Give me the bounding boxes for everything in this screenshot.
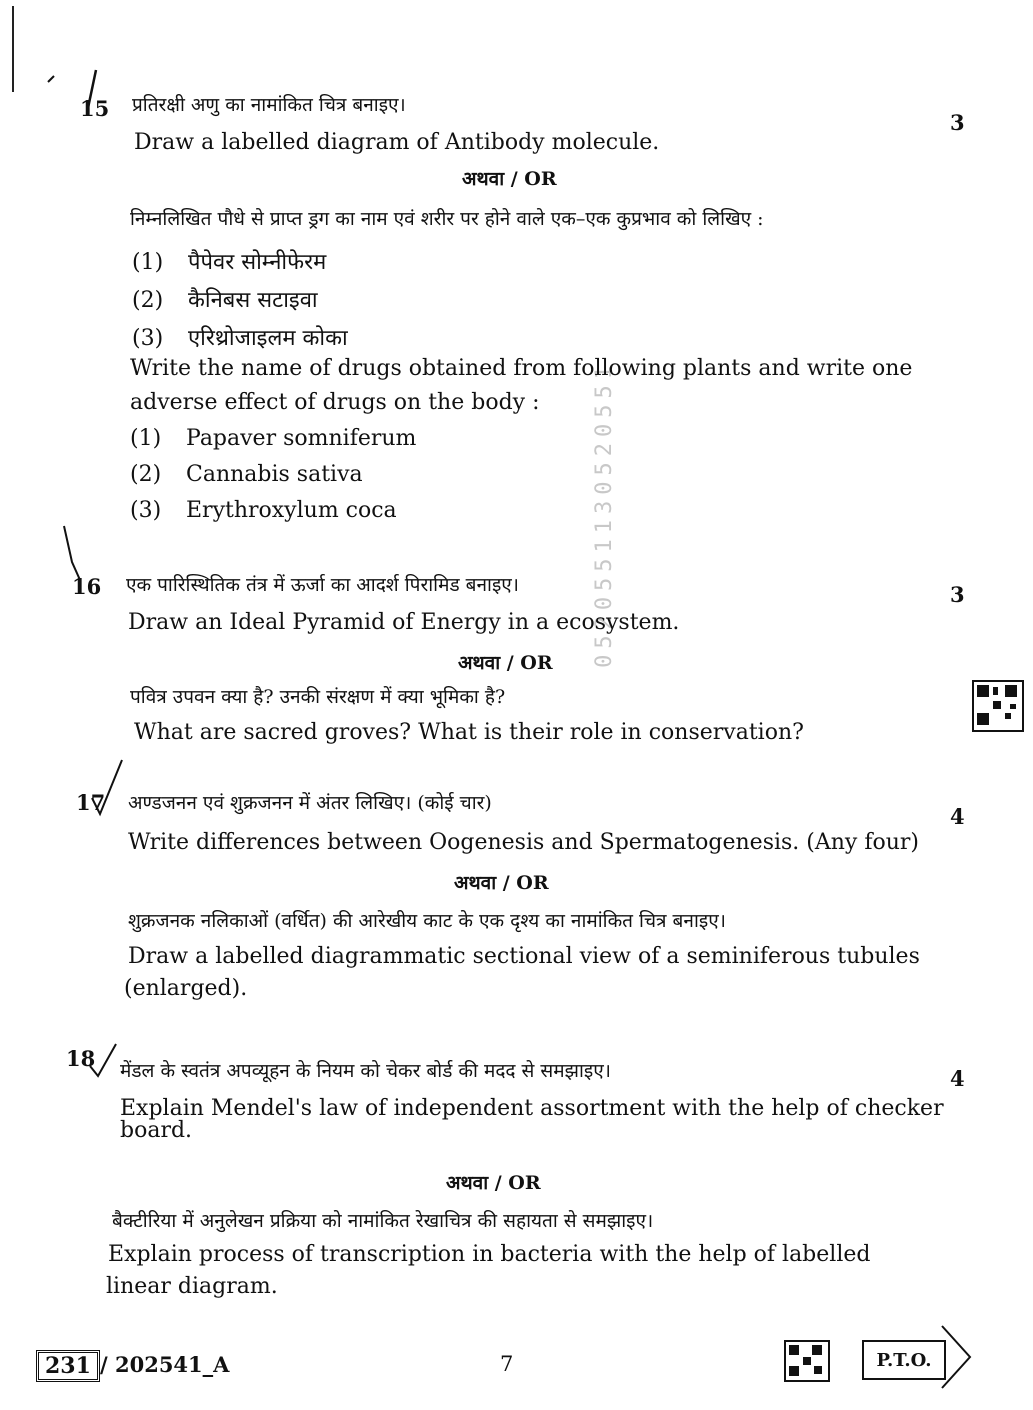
- watermark: 0520551130520551: [592, 360, 617, 668]
- question-18-alt-english-line2: linear diagram.: [106, 1274, 278, 1299]
- question-15-alt-english-line1: Write the name of drugs obtained from following plants and write one: [130, 356, 913, 381]
- question-17-alt-english-line2: (enlarged).: [124, 976, 248, 1001]
- question-15-alt-english-option-3: (3) Erythroxylum coca: [130, 498, 397, 523]
- question-15-english: Draw a labelled diagram of Antibody molecule.: [134, 130, 660, 155]
- question-18-number: 18: [66, 1046, 96, 1071]
- question-18-alt-english-line1: Explain process of transcription in bacteria with the help of labelled: [108, 1242, 871, 1267]
- question-16-alt-hindi: पवित्र उपवन क्या है? उनकी संरक्षण में क्या भूमिका है?: [130, 686, 506, 708]
- footer-paper-code: / 202541_A: [100, 1352, 230, 1377]
- pto-label: P.T.O.: [862, 1340, 946, 1380]
- question-16-alt-english: What are sacred groves? What is their role in conservation?: [134, 720, 804, 745]
- question-15-hindi: प्रतिरक्षी अणु का नामांकित चित्र बनाइए।: [132, 94, 406, 116]
- question-17-alt-english-line1: Draw a labelled diagrammatic sectional view of a seminiferous tubules: [128, 944, 920, 969]
- question-15-alt-english-line2: adverse effect of drugs on the body :: [130, 390, 540, 415]
- question-16-marks: 3: [950, 582, 965, 607]
- question-18-english-line2: board.: [120, 1118, 193, 1143]
- question-15-or: अथवा / OR: [462, 168, 557, 190]
- question-15-alt-hindi: निम्नलिखित पौधे से प्राप्त ड्रग का नाम एवं शरीर पर होने वाले एक–एक कुप्रभाव को लिखिए :: [130, 208, 764, 230]
- footer-barcode: [784, 1340, 830, 1382]
- page-number: 7: [500, 1352, 514, 1376]
- question-15-alt-hindi-option-2: (2) कैनिबस सटाइवा: [132, 288, 318, 313]
- question-18-english-line1: Explain Mendel's law of independent assortment with the help of checker: [120, 1096, 944, 1121]
- question-18-marks: 4: [950, 1066, 965, 1091]
- question-17-number: 17: [76, 790, 106, 815]
- question-16-english: Draw an Ideal Pyramid of Energy in a ecosystem.: [128, 610, 680, 635]
- question-17-or: अथवा / OR: [454, 872, 549, 894]
- qr-code: [972, 680, 1024, 732]
- question-17-alt-hindi: शुक्रजनक नलिकाओं (वर्धित) की आरेखीय काट के एक दृश्य का नामांकित चित्र बनाइए।: [128, 910, 726, 932]
- question-15-number: 15: [80, 96, 110, 121]
- question-18-hindi: मेंडल के स्वतंत्र अपव्यूहन के नियम को चेकर बोर्ड की मदद से समझाइए।: [120, 1060, 611, 1082]
- question-18-alt-hindi: बैक्टीरिया में अनुलेखन प्रक्रिया को नामांकित रेखाचित्र की सहायता से समझाइए।: [112, 1210, 654, 1232]
- question-15-marks: 3: [950, 110, 965, 135]
- question-15-alt-english-option-1: (1) Papaver somniferum: [130, 426, 417, 451]
- question-17-english: Write differences between Oogenesis and Spermatogenesis. (Any four): [128, 830, 920, 855]
- question-17-marks: 4: [950, 804, 965, 829]
- question-17-hindi: अण्डजनन एवं शुक्रजनन में अंतर लिखिए। (कोई चार): [128, 792, 492, 814]
- question-18-or: अथवा / OR: [446, 1172, 541, 1194]
- question-16-number: 16: [72, 574, 102, 599]
- question-15-alt-english-option-2: (2) Cannabis sativa: [130, 462, 363, 487]
- footer-subject-code: 231: [36, 1350, 100, 1382]
- question-16-or: अथवा / OR: [458, 652, 553, 674]
- arrow-right-icon: [940, 1322, 974, 1392]
- question-15-alt-hindi-option-3: (3) एरिथ्रोजाइलम कोका: [132, 326, 348, 351]
- question-16-hindi: एक पारिस्थितिक तंत्र में ऊर्जा का आदर्श पिरामिड बनाइए।: [126, 574, 519, 596]
- question-15-alt-hindi-option-1: (1) पैपेवर सोम्नीफेरम: [132, 250, 327, 275]
- margin-line: [12, 6, 14, 92]
